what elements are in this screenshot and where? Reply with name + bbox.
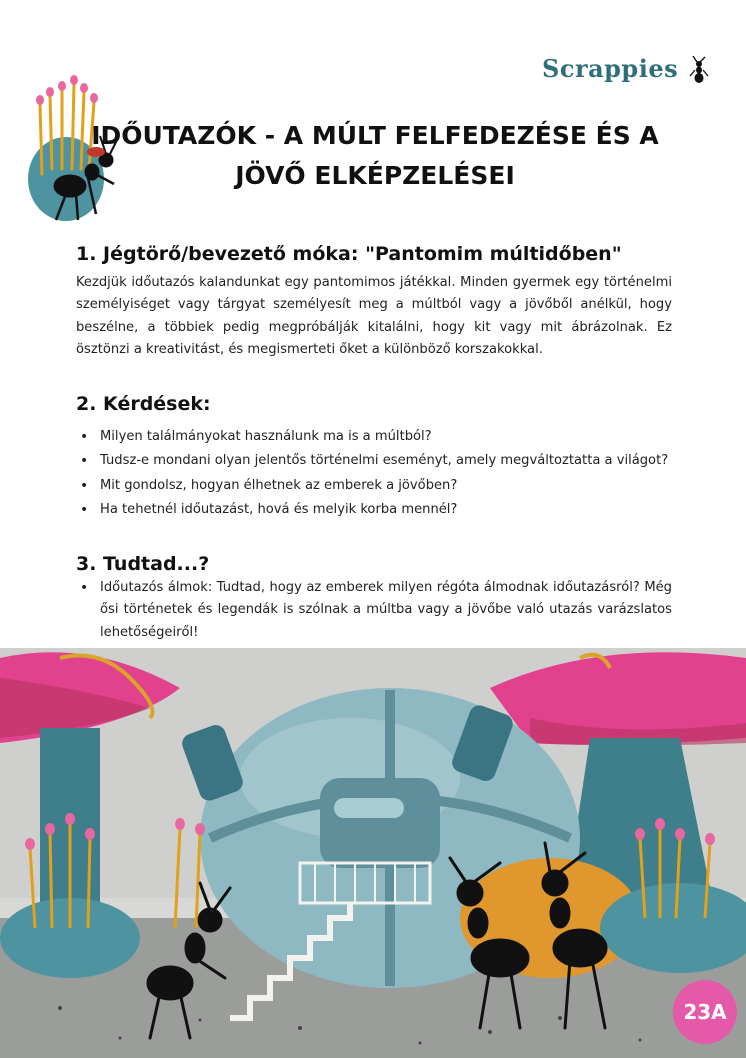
questions-list: [76, 426, 672, 523]
list-item: • Időutazós álmok: Tudtad, hogy az emberek milyen régóta álmodnak időutazásról? Még ősi történetek és legendák is szólnak a múltba vagy a jövőbe való utazás varázslatos lehetőségeiről!: [76, 577, 672, 644]
section-heading-icebreaker: 1. Jégtörő/bevezető móka: "Pantomim múltidőben": [76, 243, 622, 265]
section-heading-did-you-know: 3. Tudtad...?: [76, 553, 210, 575]
logo-text: Scrappies: [542, 54, 679, 83]
list-item: • Mit gondolsz, hogyan élhetnek az emberek a jövőben?: [76, 475, 672, 497]
page-number-badge: 23A: [673, 980, 737, 1044]
page-title: IDŐUTAZÓK - A MÚLT FELFEDEZÉSE ÉS A JÖVŐ ELKÉPZELÉSEI: [91, 121, 659, 190]
list-item: • Milyen találmányokat használunk ma is a múltból?: [76, 426, 672, 448]
section-text-icebreaker: Kezdjük időutazós kalandunkat egy pantomimos játékkal. Minden gyermek egy történelmi személyiséget vagy tárgyat személyesít meg a múltból vagy a jövőből anélkül, hogy beszélne, a többiek pedig megpróbálják kitalálni, hogy kit vagy mit ábrázolnak. Ez ösztönzi a kreativitást, és megismerteti őket a különböző korszakokkal.: [76, 275, 672, 357]
did-you-know-list: [76, 577, 672, 646]
list-item: • Tudsz-e mondani olyan jelentős történelmi eseményt, amely megváltoztatta a világot?: [76, 450, 672, 472]
section-heading-questions: 2. Kérdések:: [76, 393, 211, 415]
list-item: • Ha tehetnél időutazást, hová és melyik korba mennél?: [76, 499, 672, 521]
ant-icon: [688, 56, 710, 84]
ants-time-machine-illustration: [0, 648, 746, 1058]
scrappies-logo: [542, 54, 707, 88]
